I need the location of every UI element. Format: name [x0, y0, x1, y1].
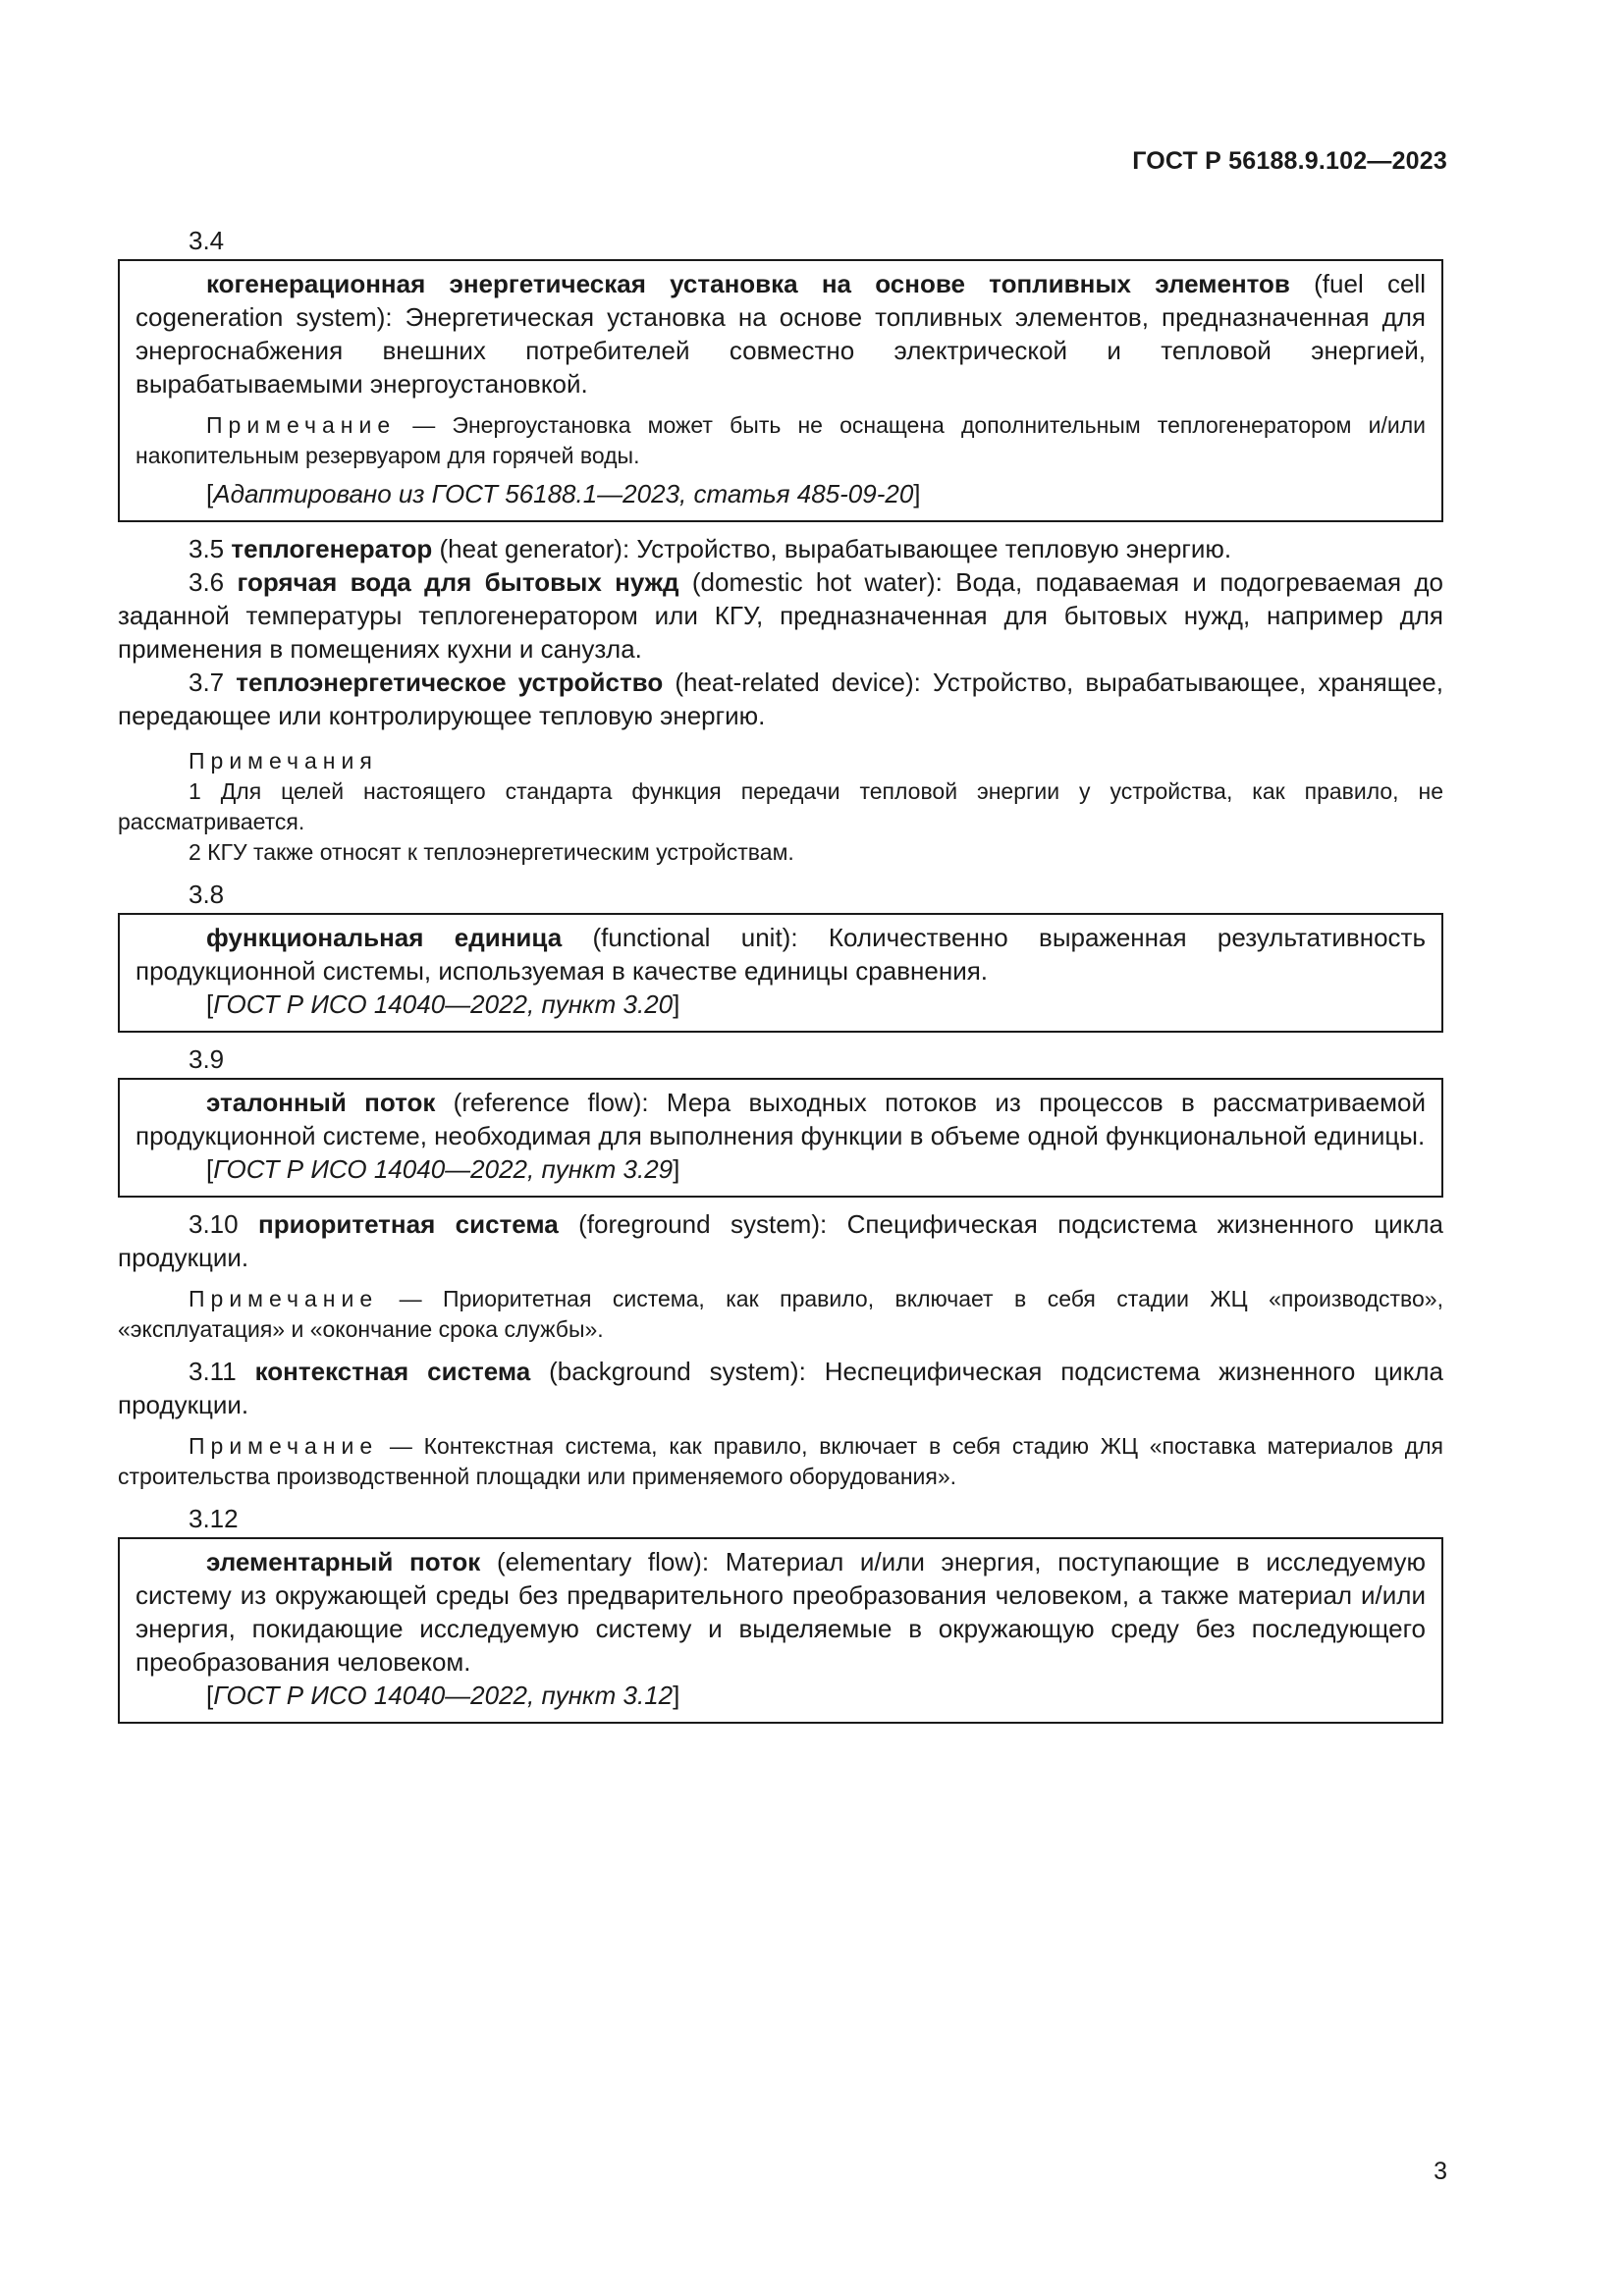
term-text: : Энергетическая установка на основе топливных элементов, предназначенная для энергоснабжения внешних потребителей совместно электрической и тепловой энергией, вырабатываемыми энергоустановкой.	[135, 302, 1426, 399]
source-bracket-close: ]	[673, 989, 680, 1019]
term-english: (background system)	[530, 1357, 799, 1386]
term-number-3-9: 3.9	[189, 1044, 225, 1074]
term-definition-3-12	[135, 1545, 1426, 1679]
term-english: (foreground system)	[558, 1209, 820, 1239]
term-definition-3-11	[118, 1355, 1443, 1421]
source-text: ГОСТ Р ИСО 14040—2022, пункт 3.29	[213, 1154, 674, 1184]
source-bracket-open: [	[206, 989, 214, 1019]
term-source-3-12	[135, 1679, 1426, 1712]
term-notes-3-7	[118, 746, 1443, 868]
term-note-3-4	[135, 410, 1426, 471]
term-english: (heat generator)	[432, 534, 623, 563]
term-number: 3.11	[189, 1357, 255, 1386]
term-box-3-8	[118, 913, 1443, 1033]
term-text: : Количественно выраженная результативность продукционной системы, используемая в качестве единицы сравнения.	[135, 923, 1426, 986]
term-definition-3-8	[135, 921, 1426, 988]
term-name: эталонный поток	[206, 1088, 436, 1117]
term-english: (domestic hot water)	[678, 567, 936, 597]
note-text: — Энергоустановка может быть не оснащена дополнительным теплогенератором и/или накопительным резервуаром для горячей воды.	[135, 412, 1426, 468]
term-text: : Устройство, вырабатывающее, хранящее, передающее или контролирующее тепловую энергию.	[118, 667, 1443, 730]
term-definition-3-10	[118, 1207, 1443, 1274]
source-bracket-open: [	[206, 479, 214, 508]
note-text: — Контекстная система, как правило, включает в себя стадию ЖЦ «поставка материалов для строительства производственной площадки или применяемого оборудования».	[118, 1433, 1443, 1489]
source-bracket-close: ]	[673, 1681, 680, 1710]
note-label: Примечание	[206, 412, 397, 438]
term-english: (elementary flow)	[480, 1547, 702, 1576]
term-source-3-8	[135, 988, 1426, 1021]
term-english: (reference flow)	[435, 1088, 642, 1117]
term-number-3-4: 3.4	[189, 226, 225, 255]
term-number-3-8: 3.8	[189, 880, 225, 909]
note-2: 2 КГУ также относят к теплоэнергетическим устройствам.	[189, 839, 794, 865]
term-definition-3-9	[135, 1086, 1426, 1152]
term-english: (functional unit)	[562, 923, 791, 952]
term-definition-3-5	[118, 532, 1443, 565]
term-number: 3.10	[189, 1209, 259, 1239]
term-box-3-12	[118, 1537, 1443, 1724]
source-text: ГОСТ Р ИСО 14040—2022, пункт 3.12	[213, 1681, 674, 1710]
source-bracket-close: ]	[913, 479, 921, 508]
term-text: : Мера выходных потоков из процессов в рассматриваемой продукционной системе, необходимая для выполнения функции в объеме одной функциональной единицы.	[135, 1088, 1426, 1150]
term-text: : Материал и/или энергия, поступающие в исследуемую систему из окружающей среды без предварительного преобразования человеком, а также материал и/или энергия, покидающие исследуемую систему и выделяемые в окружающую среду без последующего преобразования человеком.	[135, 1547, 1426, 1677]
term-text: : Неспецифическая подсистема жизненного цикла продукции.	[118, 1357, 1443, 1419]
term-text: : Устройство, вырабатывающее тепловую энергию.	[622, 534, 1232, 563]
term-name: теплогенератор	[231, 534, 433, 563]
term-definition-3-4	[135, 267, 1426, 400]
term-number: 3.5	[189, 534, 232, 563]
note-label: Примечание	[189, 1286, 379, 1311]
term-english: (heat-related device)	[663, 667, 914, 697]
term-name: функциональная единица	[206, 923, 563, 952]
term-number: 3.6	[189, 567, 238, 597]
term-definition-3-6	[118, 565, 1443, 666]
term-number-3-12: 3.12	[189, 1504, 239, 1533]
source-bracket-open: [	[206, 1681, 214, 1710]
term-name: горячая вода для бытовых нужд	[237, 567, 679, 597]
term-name: когенерационная энергетическая установка на основе топливных элементов	[206, 269, 1290, 298]
notes-title: Примечания	[189, 748, 378, 774]
term-definition-3-7	[118, 666, 1443, 732]
term-note-3-11	[118, 1431, 1443, 1492]
term-name: элементарный поток	[206, 1547, 481, 1576]
page-number: 3	[1434, 2158, 1447, 2185]
note-1: 1 Для целей настоящего стандарта функция передачи тепловой энергии у устройства, как правило, не рассматривается.	[118, 778, 1443, 834]
term-english: (fuel cell cogeneration system)	[135, 269, 1426, 332]
source-bracket-close: ]	[673, 1154, 680, 1184]
term-number: 3.7	[189, 667, 237, 697]
source-bracket-open: [	[206, 1154, 214, 1184]
term-name: контекстная система	[254, 1357, 531, 1386]
term-name: приоритетная система	[258, 1209, 559, 1239]
term-box-3-4	[118, 259, 1443, 522]
source-text: ГОСТ Р ИСО 14040—2022, пункт 3.20	[213, 989, 674, 1019]
term-text: : Вода, подаваемая и подогреваемая до заданной температуры теплогенератором или КГУ, предназначенная для бытовых нужд, например для применения в помещениях кухни и санузла.	[118, 567, 1444, 664]
term-name: теплоэнергетическое устройство	[236, 667, 664, 697]
document-code: ГОСТ Р 56188.9.102—2023	[1132, 147, 1447, 175]
term-source-3-9	[135, 1152, 1426, 1186]
term-note-3-10	[118, 1284, 1443, 1345]
note-text: — Приоритетная система, как правило, включает в себя стадии ЖЦ «производство», «эксплуатация» и «окончание срока службы».	[118, 1286, 1443, 1342]
term-source-3-4	[135, 477, 1426, 510]
note-label: Примечание	[189, 1433, 379, 1459]
source-text: Адаптировано из ГОСТ 56188.1—2023, статья 485-09-20	[213, 479, 914, 508]
term-text: : Специфическая подсистема жизненного цикла продукции.	[118, 1209, 1443, 1272]
term-box-3-9	[118, 1078, 1443, 1198]
terms-section	[118, 224, 1443, 1734]
